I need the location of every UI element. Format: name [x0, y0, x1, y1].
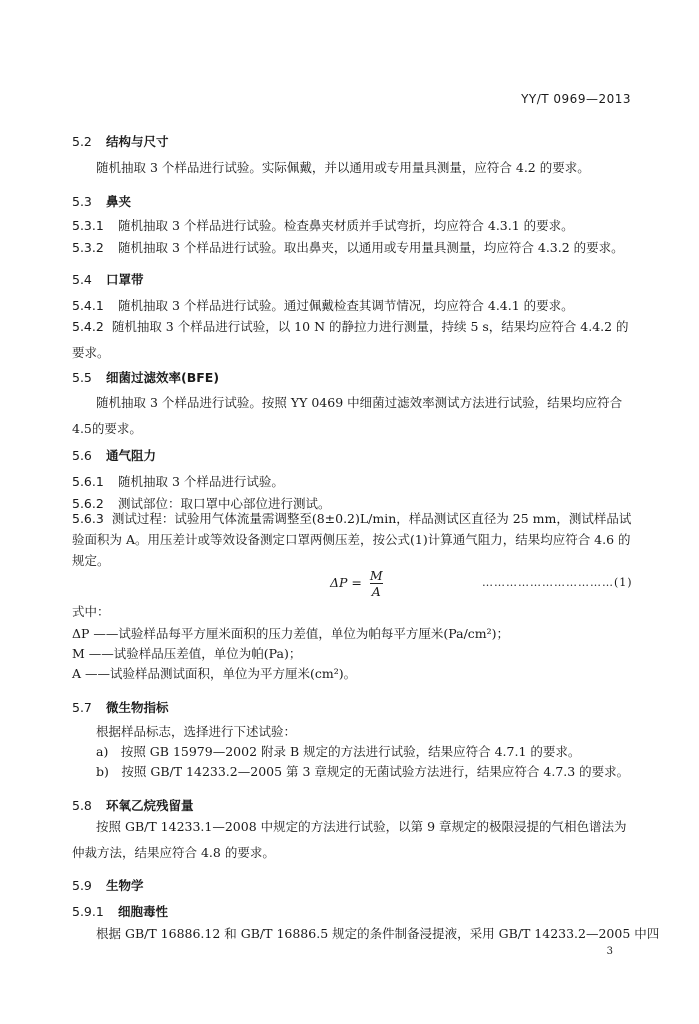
formula-1: ΔP = $\frac{M}{A}$	[330, 568, 383, 599]
page-number: 3	[606, 946, 613, 957]
variable-a: A ——试验样品测试面积，单位为平方厘米(cm²)。	[72, 666, 357, 681]
heading-5-4: 5.4 口罩带	[72, 272, 144, 287]
para-5-4-1: 5.4.1 随机抽取 3 个样品进行试验。通过佩戴检查其调节情况，均应符合 4.4.1 的要求。	[72, 298, 574, 313]
heading-5-9: 5.9 生物学	[72, 878, 144, 893]
where-label: 式中：	[72, 604, 110, 619]
para-5-8: 按照 GB/T 14233.1—2008 中规定的方法进行试验，以第 9 章规定的极限浸提的气相色谱法为仲裁方法，结果应符合 4.8 的要求。	[72, 819, 627, 860]
standard-code: YY/T 0969—2013	[521, 92, 631, 106]
para-5-3-1: 5.3.1 随机抽取 3 个样品进行试验。检查鼻夹材质并手试弯折，均应符合 4.3.1 的要求。	[72, 218, 574, 233]
para-5-5: 随机抽取 3 个样品进行试验。按照 YY 0469 中细菌过滤效率测试方法进行试验，结果均应符合 4.5的要求。	[72, 395, 623, 436]
heading-5-3: 5.3 鼻夹	[72, 194, 132, 209]
heading-5-2: 5.2 结构与尺寸	[72, 134, 169, 149]
para-5-4-2: 5.4.2 随机抽取 3 个样品进行试验，以 10 N 的静拉力进行测量，持续 5 s，结果均应符合 4.4.2 的要求。	[72, 319, 629, 360]
heading-5-7: 5.7 微生物指标	[72, 700, 169, 715]
para-5-2: 随机抽取 3 个样品进行试验。实际佩戴，并以通用或专用量具测量，应符合 4.2 的要求。	[96, 160, 590, 175]
para-5-6-3: 5.6.3 测试过程：试验用气体流量需调整至(8±0.2)L/min，样品测试区直径为 25 mm，测试样品试验面积为 A。用压差计或等效设备测定口罩两侧压差，按公式(1)计算通气阻力，结果均应符合 4.6 的规定。	[72, 511, 632, 568]
para-5-3-2: 5.3.2 随机抽取 3 个样品进行试验。取出鼻夹，以通用或专用量具测量，均应符合 4.3.2 的要求。	[72, 240, 624, 255]
heading-5-5: 5.5 细菌过滤效率(BFE)	[72, 370, 220, 385]
list-item-a: a) 按照 GB 15979—2002 附录 B 规定的方法进行试验，结果应符合 4.7.1 的要求。	[96, 744, 581, 759]
para-5-6-1: 5.6.1 随机抽取 3 个样品进行试验。	[72, 474, 284, 489]
heading-5-9-1: 5.9.1 细胞毒性	[72, 904, 169, 919]
para-5-6-2: 5.6.2 测试部位：取口罩中心部位进行测试。	[72, 496, 331, 511]
equation-number: ……………………………(1)	[482, 576, 633, 589]
heading-5-6: 5.6 通气阻力	[72, 448, 157, 463]
list-item-b: b) 按照 GB/T 14233.2—2005 第 3 章规定的无菌试验方法进行，结果应符合 4.7.3 的要求。	[96, 764, 630, 779]
heading-5-8: 5.8 环氧乙烷残留量	[72, 798, 194, 813]
para-5-7: 根据样品标志，选择进行下述试验：	[96, 724, 297, 739]
variable-dp: ΔP ——试验样品每平方厘米面积的压力差值，单位为帕每平方厘米(Pa/cm²)；	[72, 626, 510, 641]
para-5-9-1: 根据 GB/T 16886.12 和 GB/T 16886.5 规定的条件制备浸提液，采用 GB/T 14233.2—2005 中四	[96, 926, 660, 941]
formula-fraction: $\frac{M}{A}$	[369, 568, 383, 599]
variable-m: M ——试验样品压差值，单位为帕(Pa)；	[72, 646, 302, 661]
